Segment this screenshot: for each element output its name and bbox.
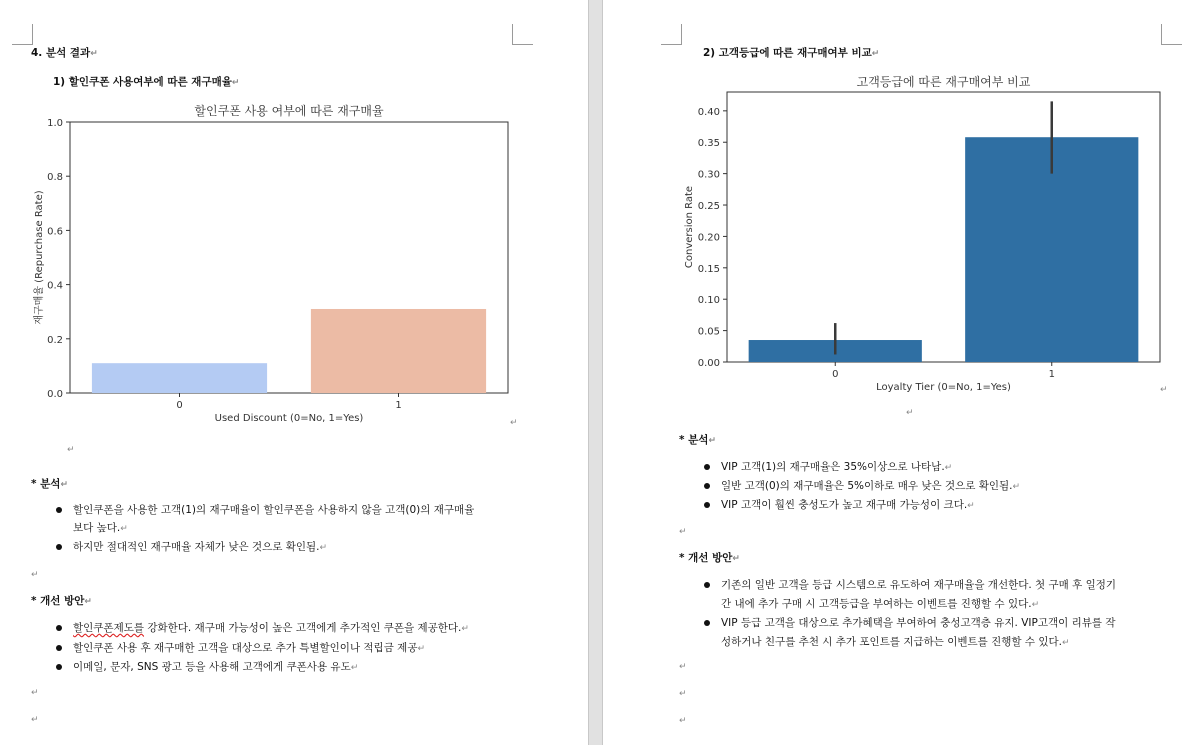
chart-title: 고객등급에 따른 재구매여부 비교	[856, 75, 1031, 89]
bar	[92, 363, 267, 393]
paragraph-mark: ↵	[510, 418, 518, 428]
bullet	[704, 464, 710, 470]
x-tick-label: 1	[395, 400, 402, 411]
analysis-line: VIP 고객이 훨씬 충성도가 높고 재구매 가능성이 크다.↵	[721, 499, 975, 511]
margin-corner-mark	[661, 24, 682, 45]
subheading-loyalty: 2) 고객등급에 따른 재구매여부 비교↵	[703, 47, 880, 59]
bullet	[704, 582, 710, 588]
paragraph-mark: ↵	[679, 716, 687, 726]
y-tick-label: 0.40	[697, 106, 720, 118]
y-axis-label: Conversion Rate	[684, 185, 695, 269]
y-tick-label: 0.15	[697, 263, 720, 275]
y-tick-label: 1.0	[47, 118, 63, 129]
y-tick-label: 0.0	[47, 389, 63, 400]
x-tick-label: 1	[1048, 369, 1055, 380]
paragraph-mark: ↵	[67, 445, 75, 455]
margin-corner-mark	[12, 24, 33, 45]
y-tick-label: 0.25	[697, 201, 720, 213]
analysis-line: VIP 고객(1)의 재구매율은 35%이상으로 나타남.↵	[721, 461, 953, 473]
y-tick-label: 0.4	[47, 280, 63, 292]
bullet	[704, 502, 710, 508]
analysis-line: 일반 고객(0)의 재구매율은 5%이하로 매우 낮은 것으로 확인됨.↵	[721, 480, 1021, 492]
y-tick-label: 0.05	[697, 326, 720, 338]
bar	[311, 309, 486, 393]
bullet	[56, 664, 62, 670]
y-axis-label: 재구매율 (Repurchase Rate)	[34, 190, 45, 325]
improve-line: 이메일, 문자, SNS 광고 등을 사용해 고객에게 쿠폰사용 유도↵	[73, 661, 359, 673]
chart-loyalty-conversion	[603, 70, 1197, 410]
bullet	[704, 620, 710, 626]
section-heading: 4. 분석 결과↵	[31, 47, 98, 59]
improve-heading: * 개선 방안↵	[31, 595, 92, 607]
paragraph-mark: ↵	[679, 689, 687, 699]
y-tick-label: 0.20	[697, 232, 720, 244]
bullet	[56, 645, 62, 651]
chart-title: 할인쿠폰 사용 여부에 따른 재구매율	[194, 104, 384, 118]
improve-line: 할인쿠폰 사용 후 재구매한 고객을 대상으로 추가 특별할인이나 적립금 제공↵	[73, 642, 426, 654]
analysis-line: 하지만 절대적인 재구매율 자체가 낮은 것으로 확인됨.↵	[73, 541, 328, 553]
bullet	[704, 483, 710, 489]
paragraph-mark: ↵	[679, 662, 687, 672]
analysis-heading: * 분석↵	[31, 478, 68, 490]
improve-line: 성하거나 친구를 추천 시 추가 포인트를 지급하는 이벤트를 진행할 수 있다.↵	[721, 636, 1070, 648]
paragraph-mark: ↵	[679, 527, 687, 537]
y-tick-label: 0.10	[697, 295, 720, 307]
improve-line: VIP 등급 고객을 대상으로 추가혜택을 부여하여 충성고객층 유지. VIP고객이 리뷰를 작	[721, 617, 1116, 629]
chart-coupon-repurchase	[0, 100, 560, 430]
subheading-coupon: 1) 할인쿠폰 사용여부에 따른 재구매율↵	[53, 76, 240, 88]
x-tick-label: 0	[176, 400, 183, 411]
left-page	[0, 0, 588, 745]
y-tick-label: 0.2	[47, 334, 63, 346]
y-tick-label: 0.35	[697, 138, 720, 150]
bullet	[56, 544, 62, 550]
bullet	[56, 625, 62, 631]
paragraph-mark: ↵	[906, 408, 914, 418]
y-tick-label: 0.30	[697, 169, 720, 181]
analysis-heading: * 분석↵	[679, 434, 716, 446]
x-axis-label: Used Discount (0=No, 1=Yes)	[214, 413, 364, 424]
analysis-line: 할인쿠폰을 사용한 고객(1)의 재구매율이 할인쿠폰을 사용하지 않을 고객(0)의 재구매율	[73, 504, 475, 516]
bullet	[56, 507, 62, 513]
right-page	[603, 0, 1197, 745]
page-gap	[588, 0, 603, 745]
x-tick-label: 0	[832, 369, 839, 380]
margin-corner-mark	[512, 24, 533, 45]
paragraph-mark: ↵	[31, 715, 39, 725]
paragraph-mark: ↵	[31, 570, 39, 580]
y-tick-label: 0.6	[47, 226, 63, 238]
improve-line: 기존의 일반 고객을 등급 시스템으로 유도하여 재구매율을 개선한다. 첫 구매 후 일정기	[721, 579, 1117, 591]
y-tick-label: 0.00	[697, 358, 720, 369]
margin-corner-mark	[1161, 24, 1182, 45]
improve-line: 할인쿠폰제도를 강화한다. 재구매 가능성이 높은 고객에게 추가적인 쿠폰을 제공한다.↵	[73, 622, 469, 634]
improve-line: 간 내에 추가 구매 시 고객등급을 부여하는 이벤트를 진행할 수 있다.↵	[721, 598, 1040, 610]
paragraph-mark: ↵	[1160, 385, 1168, 395]
paragraph-mark: ↵	[31, 688, 39, 698]
x-axis-label: Loyalty Tier (0=No, 1=Yes)	[876, 382, 1011, 393]
y-tick-label: 0.8	[47, 172, 63, 184]
analysis-line: 보다 높다.↵	[73, 522, 128, 534]
improve-heading: * 개선 방안↵	[679, 552, 740, 564]
